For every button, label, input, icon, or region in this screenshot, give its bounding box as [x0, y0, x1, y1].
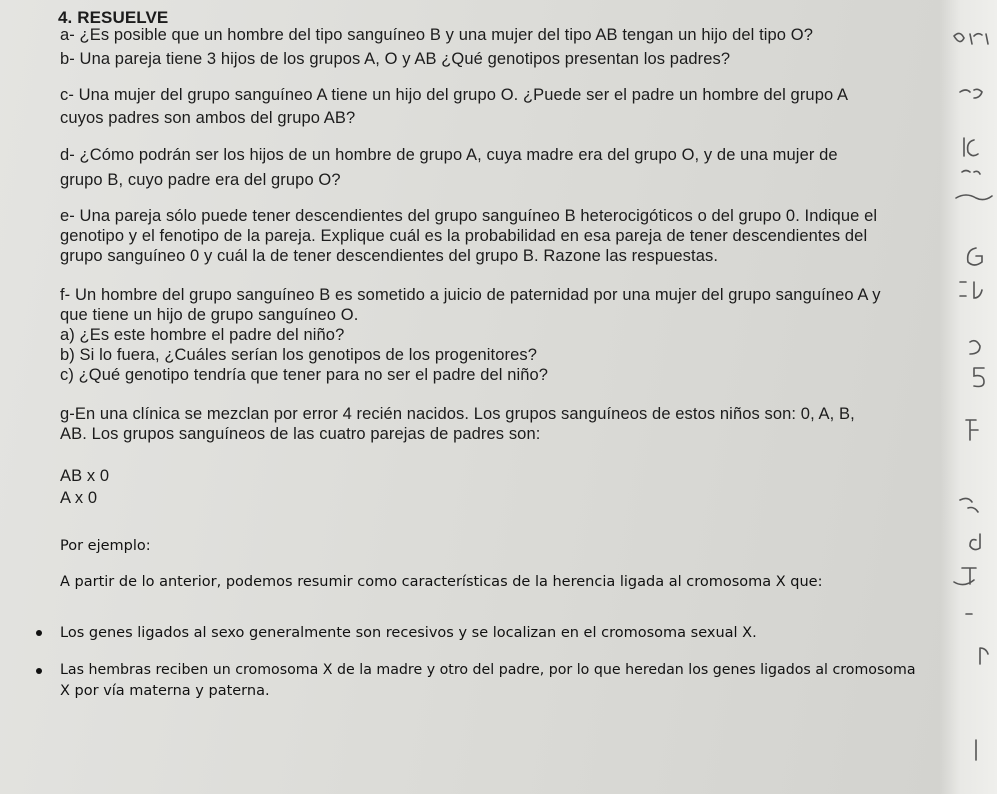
example-bullet-2-line2: X por vía materna y paterna. — [60, 683, 270, 699]
question-e-line2: genotipo y el fenotipo de la pareja. Explique cuál es la probabilidad en esa pareja de tener descendientes del — [60, 227, 868, 245]
question-g-pair1: AB x 0 — [60, 467, 110, 485]
question-b: b- Una pareja tiene 3 hijos de los grupos A, O y AB ¿Qué genotipos presentan los padres? — [60, 50, 731, 68]
example-label: Por ejemplo: — [60, 538, 151, 554]
question-c-line1: c- Una mujer del grupo sanguíneo A tiene un hijo del grupo O. ¿Puede ser el padre un hombre del grupo A — [60, 86, 849, 104]
question-d-line1: d- ¿Cómo podrán ser los hijos de un hombre de grupo A, cuya madre era del grupo O, y de una mujer de — [60, 146, 838, 164]
bullet-dot — [36, 668, 42, 674]
section-title: 4. RESUELVE — [58, 8, 169, 27]
question-e-line1: e- Una pareja sólo puede tener descendientes del grupo sanguíneo B heterocigóticos o del grupo 0. Indique el — [60, 207, 878, 225]
question-f-sub-a: a) ¿Es este hombre el padre del niño? — [60, 326, 345, 344]
question-c-line2: cuyos padres son ambos del grupo AB? — [60, 109, 356, 127]
handwriting-marks-icon — [940, 0, 997, 794]
question-e-line3: grupo sanguíneo 0 y cuál la de tener descendientes del grupo B. Razone las respuestas. — [60, 247, 719, 265]
question-g-line2: AB. Los grupos sanguíneos de las cuatro parejas de padres son: — [60, 425, 541, 443]
question-a: a- ¿Es posible que un hombre del tipo sanguíneo B y una mujer del tipo AB tengan un hijo del tipo O? — [60, 26, 813, 44]
question-g-line1: g-En una clínica se mezclan por error 4 recién nacidos. Los grupos sanguíneos de estos niños son: 0, A, B, — [60, 405, 855, 423]
example-intro: A partir de lo anterior, podemos resumir como características de la herencia ligada al cromosoma X que: — [60, 574, 823, 590]
question-f-sub-c: c) ¿Qué genotipo tendría que tener para no ser el padre del niño? — [60, 366, 549, 384]
question-f-sub-b: b) Si lo fuera, ¿Cuáles serían los genotipos de los progenitores? — [60, 346, 538, 364]
question-d-line2: grupo B, cuyo padre era del grupo O? — [60, 171, 341, 189]
bullet-dot — [36, 630, 42, 636]
adjacent-page-edge — [940, 0, 997, 794]
question-g-pair2: A x 0 — [60, 489, 98, 507]
question-f-line2: que tiene un hijo de grupo sanguíneo O. — [60, 306, 359, 324]
example-bullet-1: Los genes ligados al sexo generalmente son recesivos y se localizan en el cromosoma sexual X. — [60, 625, 757, 641]
example-bullet-2-line1: Las hembras reciben un cromosoma X de la madre y otro del padre, por lo que heredan los genes ligados al cromosoma — [60, 662, 916, 678]
question-f-line1: f- Un hombre del grupo sanguíneo B es sometido a juicio de paternidad por una mujer del grupo sanguíneo A y — [60, 286, 881, 304]
